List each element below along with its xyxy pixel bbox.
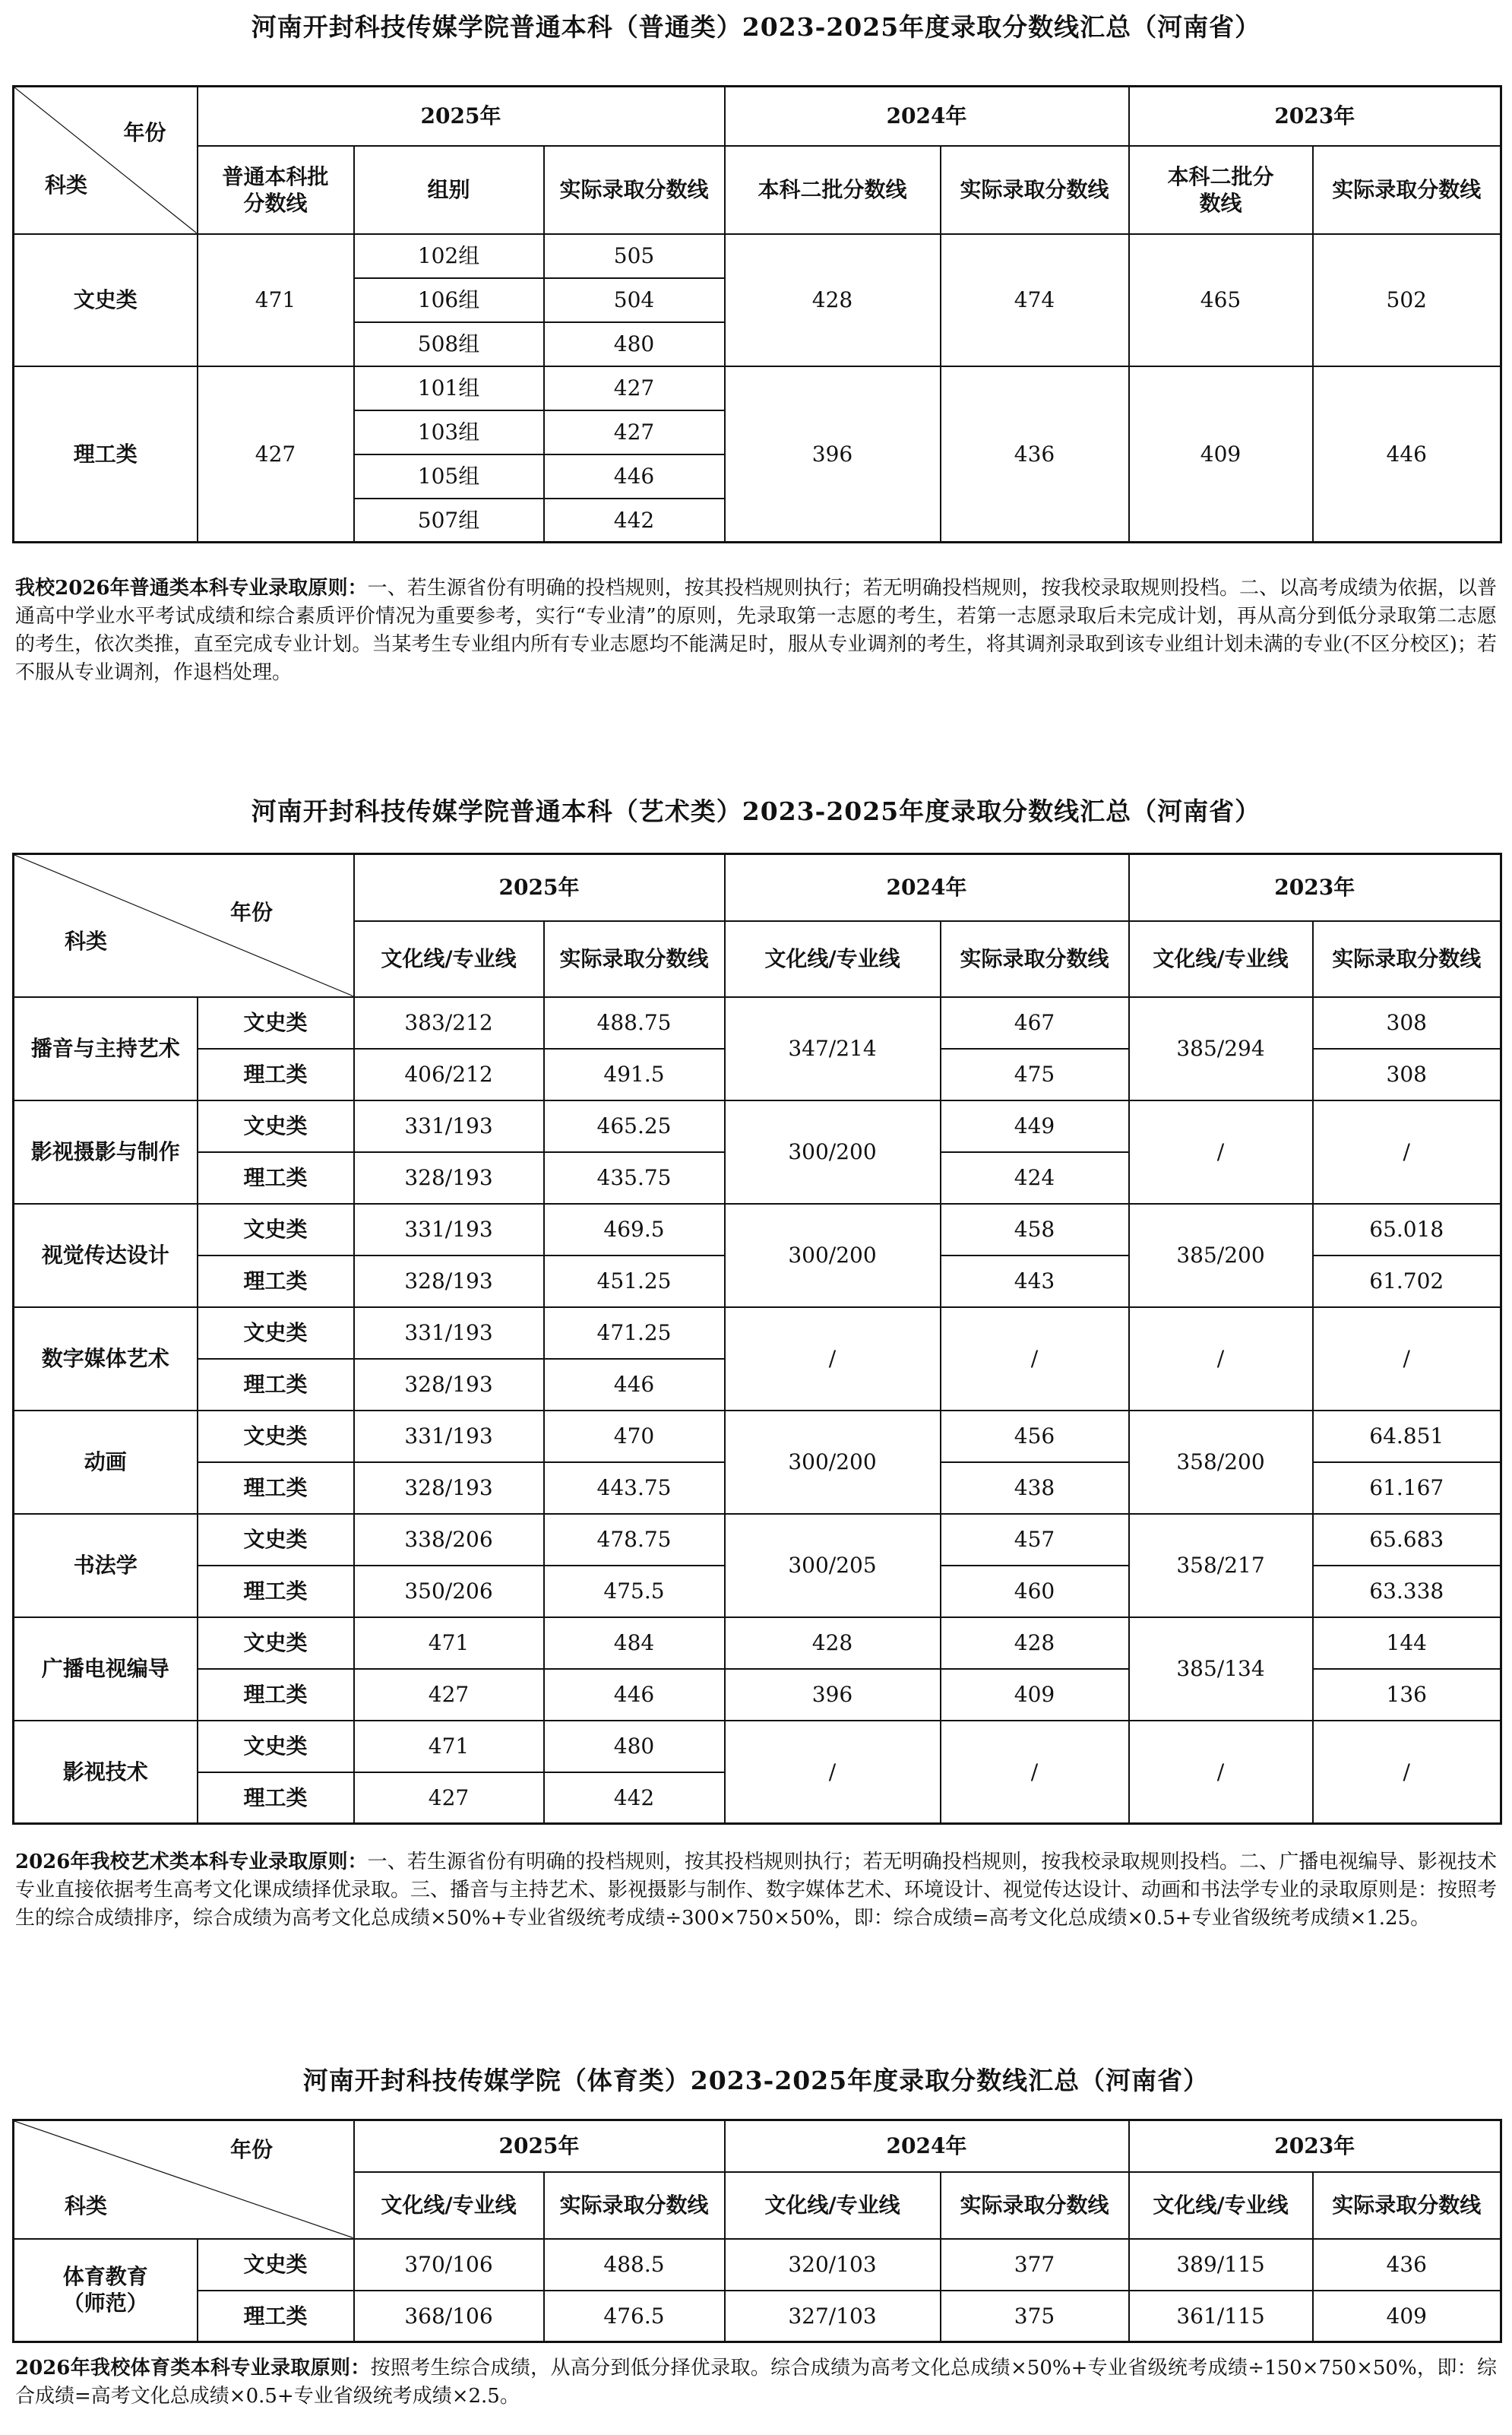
cell: 465 (1129, 234, 1313, 366)
cell: 446 (1313, 366, 1501, 543)
sub-category: 文史类 (198, 1411, 354, 1462)
group-cell: 507组 (354, 499, 544, 543)
major-label: 动画 (14, 1411, 198, 1514)
sub-category: 文史类 (198, 1617, 354, 1669)
header-col: 组别 (354, 146, 544, 234)
header-2023: 2023年 (1129, 2120, 1501, 2172)
cell: 470 (544, 1411, 725, 1462)
sub-category: 文史类 (198, 1514, 354, 1566)
cell: 476.5 (544, 2291, 725, 2342)
cell: 375 (941, 2291, 1129, 2342)
table-sports (12, 2119, 1502, 2343)
header-col: 实际录取分数线 (544, 146, 725, 234)
score-cell: 504 (544, 278, 725, 322)
header-col: 文化线/专业线 (725, 921, 941, 997)
cell: 442 (544, 1772, 725, 1824)
section3-title: 河南开封科技传媒学院（体育类）2023-2025年度录取分数线汇总（河南省） (302, 2066, 1210, 2095)
header-category-label: 科类 (65, 929, 108, 954)
header-2025: 2025年 (198, 87, 725, 146)
header-2025: 2025年 (354, 854, 725, 921)
header-col: 文化线/专业线 (354, 2172, 544, 2239)
section1-title: 河南开封科技传媒学院普通本科（普通类）2023-2025年度录取分数线汇总（河南省） (251, 12, 1261, 42)
score-cell: 446 (544, 454, 725, 499)
cell: 338/206 (354, 1514, 544, 1566)
category-label: 理工类 (14, 366, 198, 543)
header-2023: 2023年 (1129, 854, 1501, 921)
cell: 331/193 (354, 1100, 544, 1152)
cell: 63.338 (1313, 1566, 1501, 1617)
table-art (12, 853, 1502, 1825)
header-2023: 2023年 (1129, 87, 1501, 146)
score-cell: 427 (544, 410, 725, 454)
cell: / (725, 1721, 941, 1824)
cell: 377 (941, 2239, 1129, 2291)
cell: 446 (544, 1669, 725, 1721)
header-col: 本科二批分数线 (1129, 146, 1313, 234)
cell: 460 (941, 1566, 1129, 1617)
group-cell: 101组 (354, 366, 544, 410)
cell: 65.018 (1313, 1204, 1501, 1255)
group-cell: 106组 (354, 278, 544, 322)
header-2024: 2024年 (725, 854, 1129, 921)
cell: 409 (1313, 2291, 1501, 2342)
cell: 389/115 (1129, 2239, 1313, 2291)
cell: 64.851 (1313, 1411, 1501, 1462)
cell: 424 (941, 1152, 1129, 1204)
header-col: 文化线/专业线 (1129, 2172, 1313, 2239)
header-col: 实际录取分数线 (1313, 146, 1501, 234)
cell: / (1313, 1100, 1501, 1204)
note-heading: 我校2026年普通类本科专业录取原则： (15, 577, 368, 600)
sub-category: 理工类 (198, 1359, 354, 1411)
cell: 331/193 (354, 1307, 544, 1359)
cell: 300/200 (725, 1204, 941, 1307)
cell: 409 (941, 1669, 1129, 1721)
table-general (12, 85, 1502, 543)
sub-category: 文史类 (198, 1204, 354, 1255)
art-admission-note (15, 1848, 1497, 1933)
sub-category: 文史类 (198, 2239, 354, 2291)
cell: 438 (941, 1462, 1129, 1514)
cell: 451.25 (544, 1255, 725, 1307)
cell: 456 (941, 1411, 1129, 1462)
major-name: 体育教育 (62, 2264, 148, 2290)
sub-category: 理工类 (198, 1152, 354, 1204)
header-col: 文化线/专业线 (354, 921, 544, 997)
header-col: 文化线/专业线 (725, 2172, 941, 2239)
header-col: 实际录取分数线 (941, 921, 1129, 997)
cell: 488.75 (544, 997, 725, 1049)
header-diagonal-cell (14, 87, 198, 234)
cell: 469.5 (544, 1204, 725, 1255)
cell: 443.75 (544, 1462, 725, 1514)
major-label: 数字媒体艺术 (14, 1307, 198, 1411)
cell: 347/214 (725, 997, 941, 1100)
cell: 370/106 (354, 2239, 544, 2291)
cell: 478.75 (544, 1514, 725, 1566)
cell: / (725, 1307, 941, 1411)
header-category-label: 科类 (45, 172, 88, 198)
header-col: 普通本科批分数线 (198, 146, 354, 234)
cell: 491.5 (544, 1049, 725, 1100)
cell: 383/212 (354, 997, 544, 1049)
cell: 328/193 (354, 1255, 544, 1307)
score-cell: 505 (544, 234, 725, 278)
cell: 61.702 (1313, 1255, 1501, 1307)
cell: 457 (941, 1514, 1129, 1566)
group-cell: 102组 (354, 234, 544, 278)
group-cell: 508组 (354, 322, 544, 366)
cell: 331/193 (354, 1411, 544, 1462)
cell: 484 (544, 1617, 725, 1669)
header-diagonal-cell (14, 854, 354, 997)
cell: 328/193 (354, 1462, 544, 1514)
cell: 65.683 (1313, 1514, 1501, 1566)
sub-category: 理工类 (198, 1566, 354, 1617)
cell: 475 (941, 1049, 1129, 1100)
cell: 385/134 (1129, 1617, 1313, 1721)
header-col: 实际录取分数线 (1313, 921, 1501, 997)
section2-title: 河南开封科技传媒学院普通本科（艺术类）2023-2025年度录取分数线汇总（河南省） (251, 796, 1261, 826)
cell: 480 (544, 1721, 725, 1772)
sub-category: 理工类 (198, 2291, 354, 2342)
note-body: 按照考生综合成绩，从高分到低分择优录取。综合成绩为高考文化总成绩×50%+专业省级统考成绩÷150×750×50%，即：综合成绩=高考文化总成绩×0.5+专业省级统考成绩×2.5。 (15, 2357, 1497, 2408)
cell: 471.25 (544, 1307, 725, 1359)
note-heading: 2026年我校体育类本科专业录取原则： (15, 2357, 371, 2380)
header-2024: 2024年 (725, 2120, 1129, 2172)
cell: 300/205 (725, 1514, 941, 1617)
sub-category: 文史类 (198, 1721, 354, 1772)
major-note: （师范） (62, 2291, 148, 2316)
cell: 385/200 (1129, 1204, 1313, 1307)
cell: 300/200 (725, 1100, 941, 1204)
cell: 361/115 (1129, 2291, 1313, 2342)
sub-category: 文史类 (198, 1100, 354, 1152)
cell: 320/103 (725, 2239, 941, 2291)
major-label: 广播电视编导 (14, 1617, 198, 1721)
cell: / (1313, 1307, 1501, 1411)
cell: 409 (1129, 366, 1313, 543)
note-body: 一、若生源省份有明确的投档规则，按其投档规则执行；若无明确投档规则，按我校录取规则投档。二、广播电视编导、影视技术专业直接依据考生高考文化课成绩择优录取。三、播音与主持艺术、影视摄影与制作、数字媒体艺术、环境设计、视觉传达设计、动画和书法学专业的录取原则是：按照考生的综合成绩排序，综合成绩为高考文化总成绩×50%+专业省级统考成绩÷300×750×50%，即：综合成绩=高考文化总成绩×0.5+专业省级统考成绩×1.25。 (15, 1851, 1498, 1930)
header-category-label: 科类 (65, 2193, 108, 2218)
sub-category: 理工类 (198, 1772, 354, 1824)
cell: 406/212 (354, 1049, 544, 1100)
cell: 308 (1313, 997, 1501, 1049)
cell: 368/106 (354, 2291, 544, 2342)
diagonal-line (14, 87, 197, 233)
cell: 488.5 (544, 2239, 725, 2291)
cell: 467 (941, 997, 1129, 1049)
cell: 428 (725, 234, 941, 366)
diagonal-line (14, 2121, 353, 2238)
diagonal-line (14, 855, 353, 996)
note-body: 一、若生源省份有明确的投档规则，按其投档规则执行；若无明确投档规则，按我校录取规则投档。二、以高考成绩为依据，以普通高中学业水平考试成绩和综合素质评价情况为重要参考，实行“专业清”的原则，先录取第一志愿的考生，若第一志愿录取后未完成计划，再从高分到低分录取第二志愿的考生，依次类推，直至完成专业计划。当某考生专业组内所有专业志愿均不能满足时，服从专业调剂的考生，将其调剂录取到该专业组计划未满的专业(不区分校区)；若不服从专业调剂，作退档处理。 (15, 577, 1497, 684)
header-col: 实际录取分数线 (544, 921, 725, 997)
header-2024: 2024年 (725, 87, 1129, 146)
major-label: 书法学 (14, 1514, 198, 1617)
cell: 471 (354, 1617, 544, 1669)
cell: / (941, 1307, 1129, 1411)
cell: 427 (198, 366, 354, 543)
major-label: 视觉传达设计 (14, 1204, 198, 1307)
header-year-label: 年份 (123, 120, 166, 145)
sub-category: 理工类 (198, 1462, 354, 1514)
cell: / (1129, 1721, 1313, 1824)
cell: 328/193 (354, 1152, 544, 1204)
cell: 427 (354, 1669, 544, 1721)
cell: 358/217 (1129, 1514, 1313, 1617)
cell: 502 (1313, 234, 1501, 366)
cell: 428 (941, 1617, 1129, 1669)
cell: 436 (941, 366, 1129, 543)
cell: 458 (941, 1204, 1129, 1255)
cell: 385/294 (1129, 997, 1313, 1100)
cell: 300/200 (725, 1411, 941, 1514)
cell: / (1129, 1100, 1313, 1204)
major-label: 影视摄影与制作 (14, 1100, 198, 1204)
header-col: 实际录取分数线 (544, 2172, 725, 2239)
score-cell: 427 (544, 366, 725, 410)
score-cell: 480 (544, 322, 725, 366)
sub-category: 理工类 (198, 1669, 354, 1721)
cell: / (1313, 1721, 1501, 1824)
sub-category: 理工类 (198, 1049, 354, 1100)
cell: 144 (1313, 1617, 1501, 1669)
category-label: 文史类 (14, 234, 198, 366)
cell: 435.75 (544, 1152, 725, 1204)
header-col: 实际录取分数线 (941, 146, 1129, 234)
header-col: 本科二批分数线 (725, 146, 941, 234)
cell: 443 (941, 1255, 1129, 1307)
score-cell: 442 (544, 499, 725, 543)
header-diagonal-cell (14, 2120, 354, 2239)
cell: 396 (725, 366, 941, 543)
cell: 396 (725, 1669, 941, 1721)
cell: 471 (198, 234, 354, 366)
cell: / (1129, 1307, 1313, 1411)
sub-category: 理工类 (198, 1255, 354, 1307)
sports-admission-note (15, 2354, 1497, 2411)
cell: 428 (725, 1617, 941, 1669)
cell: 436 (1313, 2239, 1501, 2291)
cell: 308 (1313, 1049, 1501, 1100)
note-heading: 2026年我校艺术类本科专业录取原则： (15, 1851, 368, 1873)
header-col: 实际录取分数线 (1313, 2172, 1501, 2239)
general-admission-note (15, 575, 1497, 687)
header-year-label: 年份 (230, 900, 274, 925)
group-cell: 103组 (354, 410, 544, 454)
cell: 474 (941, 234, 1129, 366)
header-col: 实际录取分数线 (941, 2172, 1129, 2239)
header-col: 文化线/专业线 (1129, 921, 1313, 997)
header-year-label: 年份 (230, 2137, 274, 2162)
sub-category: 文史类 (198, 1307, 354, 1359)
cell: 427 (354, 1772, 544, 1824)
cell: 465.25 (544, 1100, 725, 1152)
cell: 331/193 (354, 1204, 544, 1255)
cell: 471 (354, 1721, 544, 1772)
cell: 136 (1313, 1669, 1501, 1721)
group-cell: 105组 (354, 454, 544, 499)
cell: / (941, 1721, 1129, 1824)
cell: 449 (941, 1100, 1129, 1152)
major-label: 影视技术 (14, 1721, 198, 1824)
sub-category: 文史类 (198, 997, 354, 1049)
major-label: 播音与主持艺术 (14, 997, 198, 1100)
cell: 327/103 (725, 2291, 941, 2342)
header-2025: 2025年 (354, 2120, 725, 2172)
cell: 475.5 (544, 1566, 725, 1617)
cell: 61.167 (1313, 1462, 1501, 1514)
cell: 446 (544, 1359, 725, 1411)
cell: 358/200 (1129, 1411, 1313, 1514)
cell: 328/193 (354, 1359, 544, 1411)
major-label (14, 2239, 198, 2342)
cell: 350/206 (354, 1566, 544, 1617)
